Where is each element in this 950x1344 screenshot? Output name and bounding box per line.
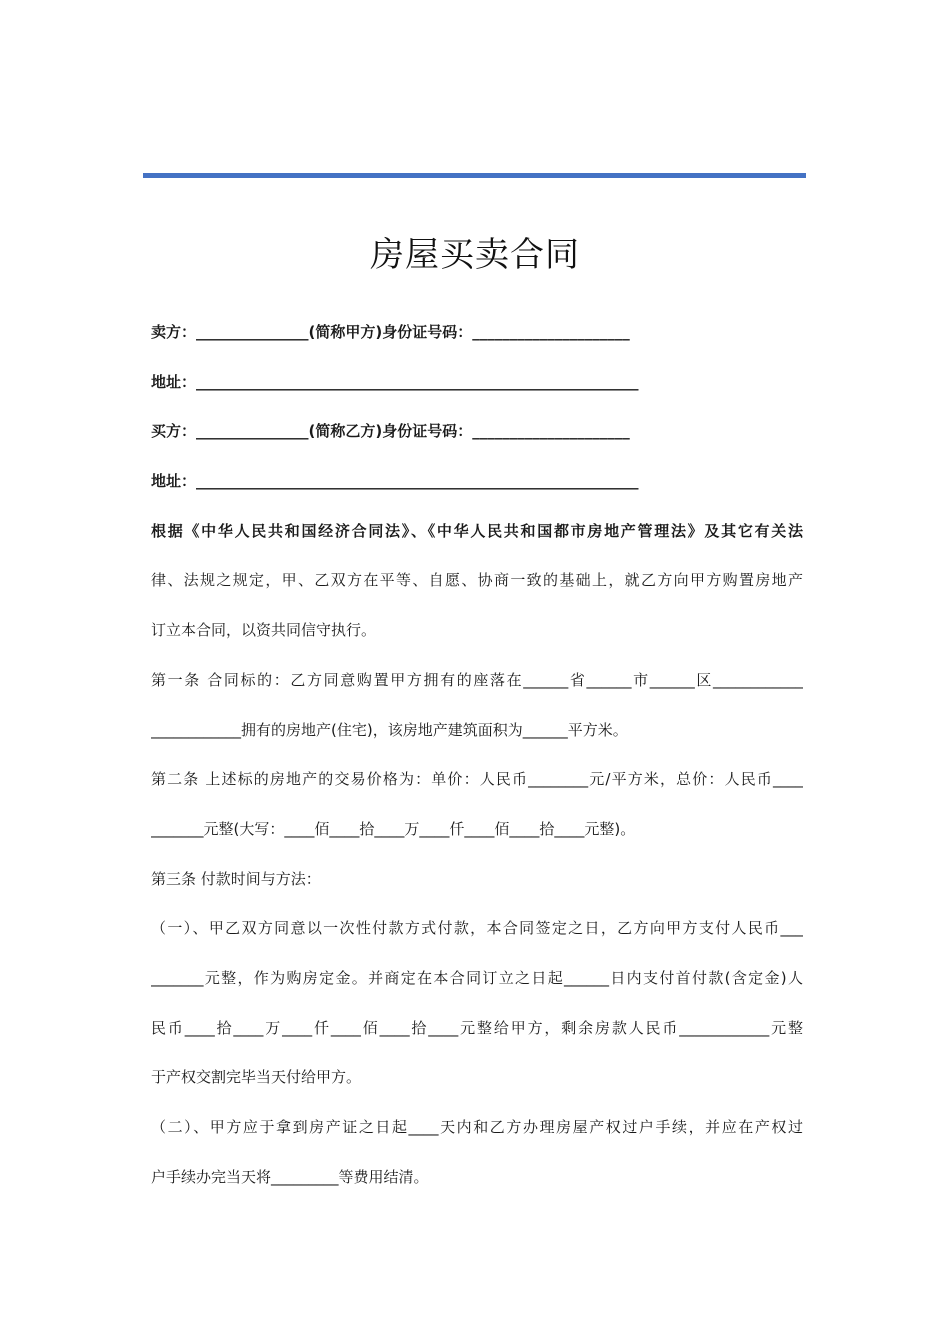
document-body — [151, 308, 803, 1202]
preamble-line-1: 根据《中华人民共和国经济合同法》、《中华人民共和国都市房地产管理法》及其它有关法 — [151, 521, 803, 540]
article-1-line-1: 第一条 合同标的：乙方同意购置甲方拥有的座落在______省______市______区____________ — [151, 670, 803, 689]
article-3-heading: 第三条 付款时间与方法： — [151, 869, 321, 888]
buyer-address-line: 地址：___________________________________________________________ — [151, 472, 639, 491]
seller-line: 卖方：_______________(简称甲方)身份证号码：_____________________ — [151, 323, 630, 341]
preamble-line-3: 订立本合同，以资共同信守执行。 — [151, 621, 377, 640]
document-title: 房屋买卖合同 — [370, 235, 580, 275]
article-3-item-1-line-3: 民币____拾____万____仟____佰____拾____元整给甲方，剩余房款人民币____________元整 — [151, 1018, 803, 1037]
header-rule — [143, 173, 806, 178]
buyer-line: 买方：_______________(简称乙方)身份证号码：_____________________ — [151, 422, 630, 441]
article-2-line-2: _______元整(大写：____佰____拾____万____仟____佰____拾____元整)。 — [151, 819, 636, 838]
article-3-item-2-line-1: （二）、甲方应于拿到房产证之日起____天内和乙方办理房屋产权过户手续，并应在产权过 — [151, 1118, 803, 1136]
article-2-line-1: 第二条 上述标的房地产的交易价格为：单价：人民币________元/平方米，总价：人民币____ — [151, 770, 803, 789]
article-3-item-1-line-2: _______元整，作为购房定金。并商定在本合同订立之日起______日内支付首付款(含定金)人 — [151, 968, 803, 987]
article-1-line-2: ____________拥有的房地产(住宅)，该房地产建筑面积为______平方米。 — [151, 720, 628, 739]
article-3-item-2-line-2: 户手续办完当天将_________等费用结清。 — [151, 1167, 429, 1186]
article-3-item-1-line-4: 于产权交割完毕当天付给甲方。 — [151, 1068, 362, 1087]
preamble-line-2: 律、法规之规定，甲、乙双方在平等、自愿、协商一致的基础上，就乙方向甲方购置房地产 — [151, 571, 803, 590]
seller-address-line: 地址：___________________________________________________________ — [151, 372, 639, 391]
article-3-item-1-line-1: （一）、甲乙双方同意以一次性付款方式付款，本合同签定之日，乙方向甲方支付人民币___ — [151, 919, 803, 938]
